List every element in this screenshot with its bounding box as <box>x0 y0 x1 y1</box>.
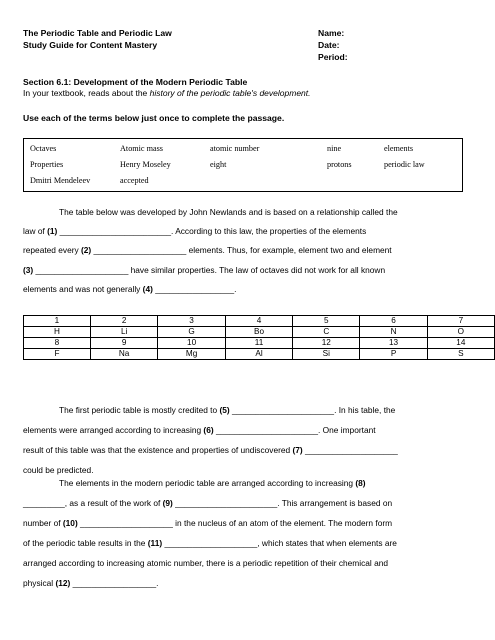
table-cell: G <box>158 327 226 338</box>
blank-number: (9) <box>162 497 173 508</box>
blank-number: (11) <box>147 537 163 548</box>
blank-number: (3) <box>23 264 34 275</box>
answer-blank[interactable]: ____________________ have similar properties. The law of octaves did not work for all known <box>33 264 386 275</box>
table-cell: 1 <box>24 316 91 327</box>
table-cell: H <box>24 327 91 338</box>
line-text: The table below was developed by John Newlands and is based on a relationship called the <box>59 207 398 217</box>
passage-line <box>59 405 395 415</box>
line-text: physical <box>23 577 56 588</box>
table-cell: 12 <box>293 338 360 349</box>
table-cell: 5 <box>293 316 360 327</box>
passage-line <box>59 478 366 488</box>
period-label: Period: <box>318 52 348 62</box>
answer-blank[interactable]: ____________________, which states that when elements are <box>162 537 397 548</box>
blank-number: (2) <box>80 245 92 256</box>
passage-line <box>23 245 392 255</box>
word-bank-term: Dmitri Mendeleev <box>30 176 91 185</box>
table-cell: 14 <box>427 338 494 349</box>
line-text: law of <box>23 226 48 237</box>
word-bank-term: nine <box>327 144 342 153</box>
word-bank-term: accepted <box>120 176 149 185</box>
passage-line <box>23 465 94 475</box>
table-cell: S <box>427 349 494 360</box>
table-cell: Mg <box>158 349 226 360</box>
table-cell: 10 <box>158 338 226 349</box>
section-intro-italic: history of the periodic table's development. <box>149 88 311 98</box>
answer-blank[interactable]: ____________________ in the nucleus of an atom of the element. The modern form <box>77 517 393 528</box>
blank-number: (5) <box>219 405 230 415</box>
table-cell: 2 <box>90 316 157 327</box>
section-title: Section 6.1: Development of the Modern Periodic Table <box>23 77 248 87</box>
answer-blank[interactable]: __________________. <box>70 577 159 588</box>
blank-number: (12) <box>55 577 71 588</box>
table-cell: Bo <box>225 327 292 338</box>
passage-line <box>23 445 398 455</box>
blank-number: (10) <box>62 517 78 528</box>
word-bank-term: atomic number <box>210 144 260 153</box>
octave-table <box>23 315 495 360</box>
table-cell: Na <box>90 349 157 360</box>
date-label: Date: <box>318 40 340 50</box>
blank-number: (8) <box>355 478 366 488</box>
word-bank-term: elements <box>384 144 414 153</box>
table-cell: 4 <box>225 316 292 327</box>
table-cell: Li <box>90 327 157 338</box>
line-text: result of this table was that the existence and properties of undiscovered <box>23 445 293 455</box>
answer-blank[interactable]: ____________________ <box>302 445 398 455</box>
table-row <box>24 316 495 327</box>
passage-line <box>23 518 392 528</box>
table-cell: 8 <box>24 338 91 349</box>
table-row <box>24 349 495 360</box>
line-text: elements were arranged according to increasing <box>23 425 204 435</box>
worksheet-subtitle: Study Guide for Content Mastery <box>23 40 158 50</box>
answer-blank[interactable]: ______________________. One important <box>213 425 376 435</box>
passage-line <box>23 498 392 508</box>
name-label: Name: <box>318 28 345 38</box>
word-bank-term: Henry Moseley <box>120 160 171 169</box>
answer-blank[interactable]: ______________________. In his table, the <box>229 405 396 415</box>
word-bank <box>23 138 463 192</box>
passage-line <box>23 558 388 568</box>
line-text: could be predicted. <box>23 465 94 475</box>
worksheet-title: The Periodic Table and Periodic Law <box>23 28 172 38</box>
blank-number: (1) <box>47 226 58 237</box>
table-cell: Al <box>225 349 292 360</box>
section-intro-text: In your textbook, reads about the <box>23 88 150 98</box>
passage-line <box>23 425 376 435</box>
table-cell: N <box>360 327 427 338</box>
line-text: The elements in the modern periodic table are arranged according to increasing <box>59 478 356 488</box>
passage-line <box>23 284 236 294</box>
table-cell: O <box>427 327 494 338</box>
passage-line <box>23 265 385 275</box>
word-bank-term: periodic law <box>384 160 425 169</box>
line-text: arranged according to increasing atomic number, there is a periodic repetition of their chemical and <box>23 557 389 568</box>
word-bank-term: Properties <box>30 160 64 169</box>
table-cell: 13 <box>360 338 427 349</box>
table-cell: Si <box>293 349 360 360</box>
table-cell: P <box>360 349 427 360</box>
blank-number: (6) <box>203 425 214 435</box>
line-text: _________, as a result of the work of <box>23 497 163 508</box>
table-cell: 6 <box>360 316 427 327</box>
answer-blank[interactable]: ______________________. This arrangement is based on <box>172 497 393 508</box>
word-bank-term: Atomic mass <box>120 144 163 153</box>
table-row <box>24 338 495 349</box>
passage-line <box>23 578 158 588</box>
passage-line <box>59 207 398 217</box>
table-row <box>24 327 495 338</box>
passage-line <box>23 538 397 548</box>
line-text: repeated every <box>23 245 81 256</box>
table-cell: 9 <box>90 338 157 349</box>
section-intro <box>23 88 311 99</box>
blank-number: (7) <box>292 445 303 455</box>
table-cell: 3 <box>158 316 226 327</box>
line-text: The first periodic table is mostly credited to <box>59 405 220 415</box>
answer-blank[interactable]: _________________. <box>152 283 237 294</box>
answer-blank[interactable]: ________________________. According to this law, the properties of the elements <box>57 226 367 237</box>
table-cell: C <box>293 327 360 338</box>
line-text: number of <box>23 517 63 528</box>
word-bank-term: protons <box>327 160 352 169</box>
table-cell: F <box>24 349 91 360</box>
line-text: of the periodic table results in the <box>23 537 148 548</box>
instruction: Use each of the terms below just once to complete the passage. <box>23 113 285 123</box>
answer-blank[interactable]: ____________________ elements. Thus, for example, element two and element <box>91 245 392 256</box>
word-bank-term: Octaves <box>30 144 57 153</box>
table-cell: 7 <box>427 316 494 327</box>
table-cell: 11 <box>225 338 292 349</box>
word-bank-term: eight <box>210 160 227 169</box>
line-text: elements and was not generally <box>23 283 143 294</box>
blank-number: (4) <box>142 283 153 294</box>
passage-line <box>23 226 366 236</box>
